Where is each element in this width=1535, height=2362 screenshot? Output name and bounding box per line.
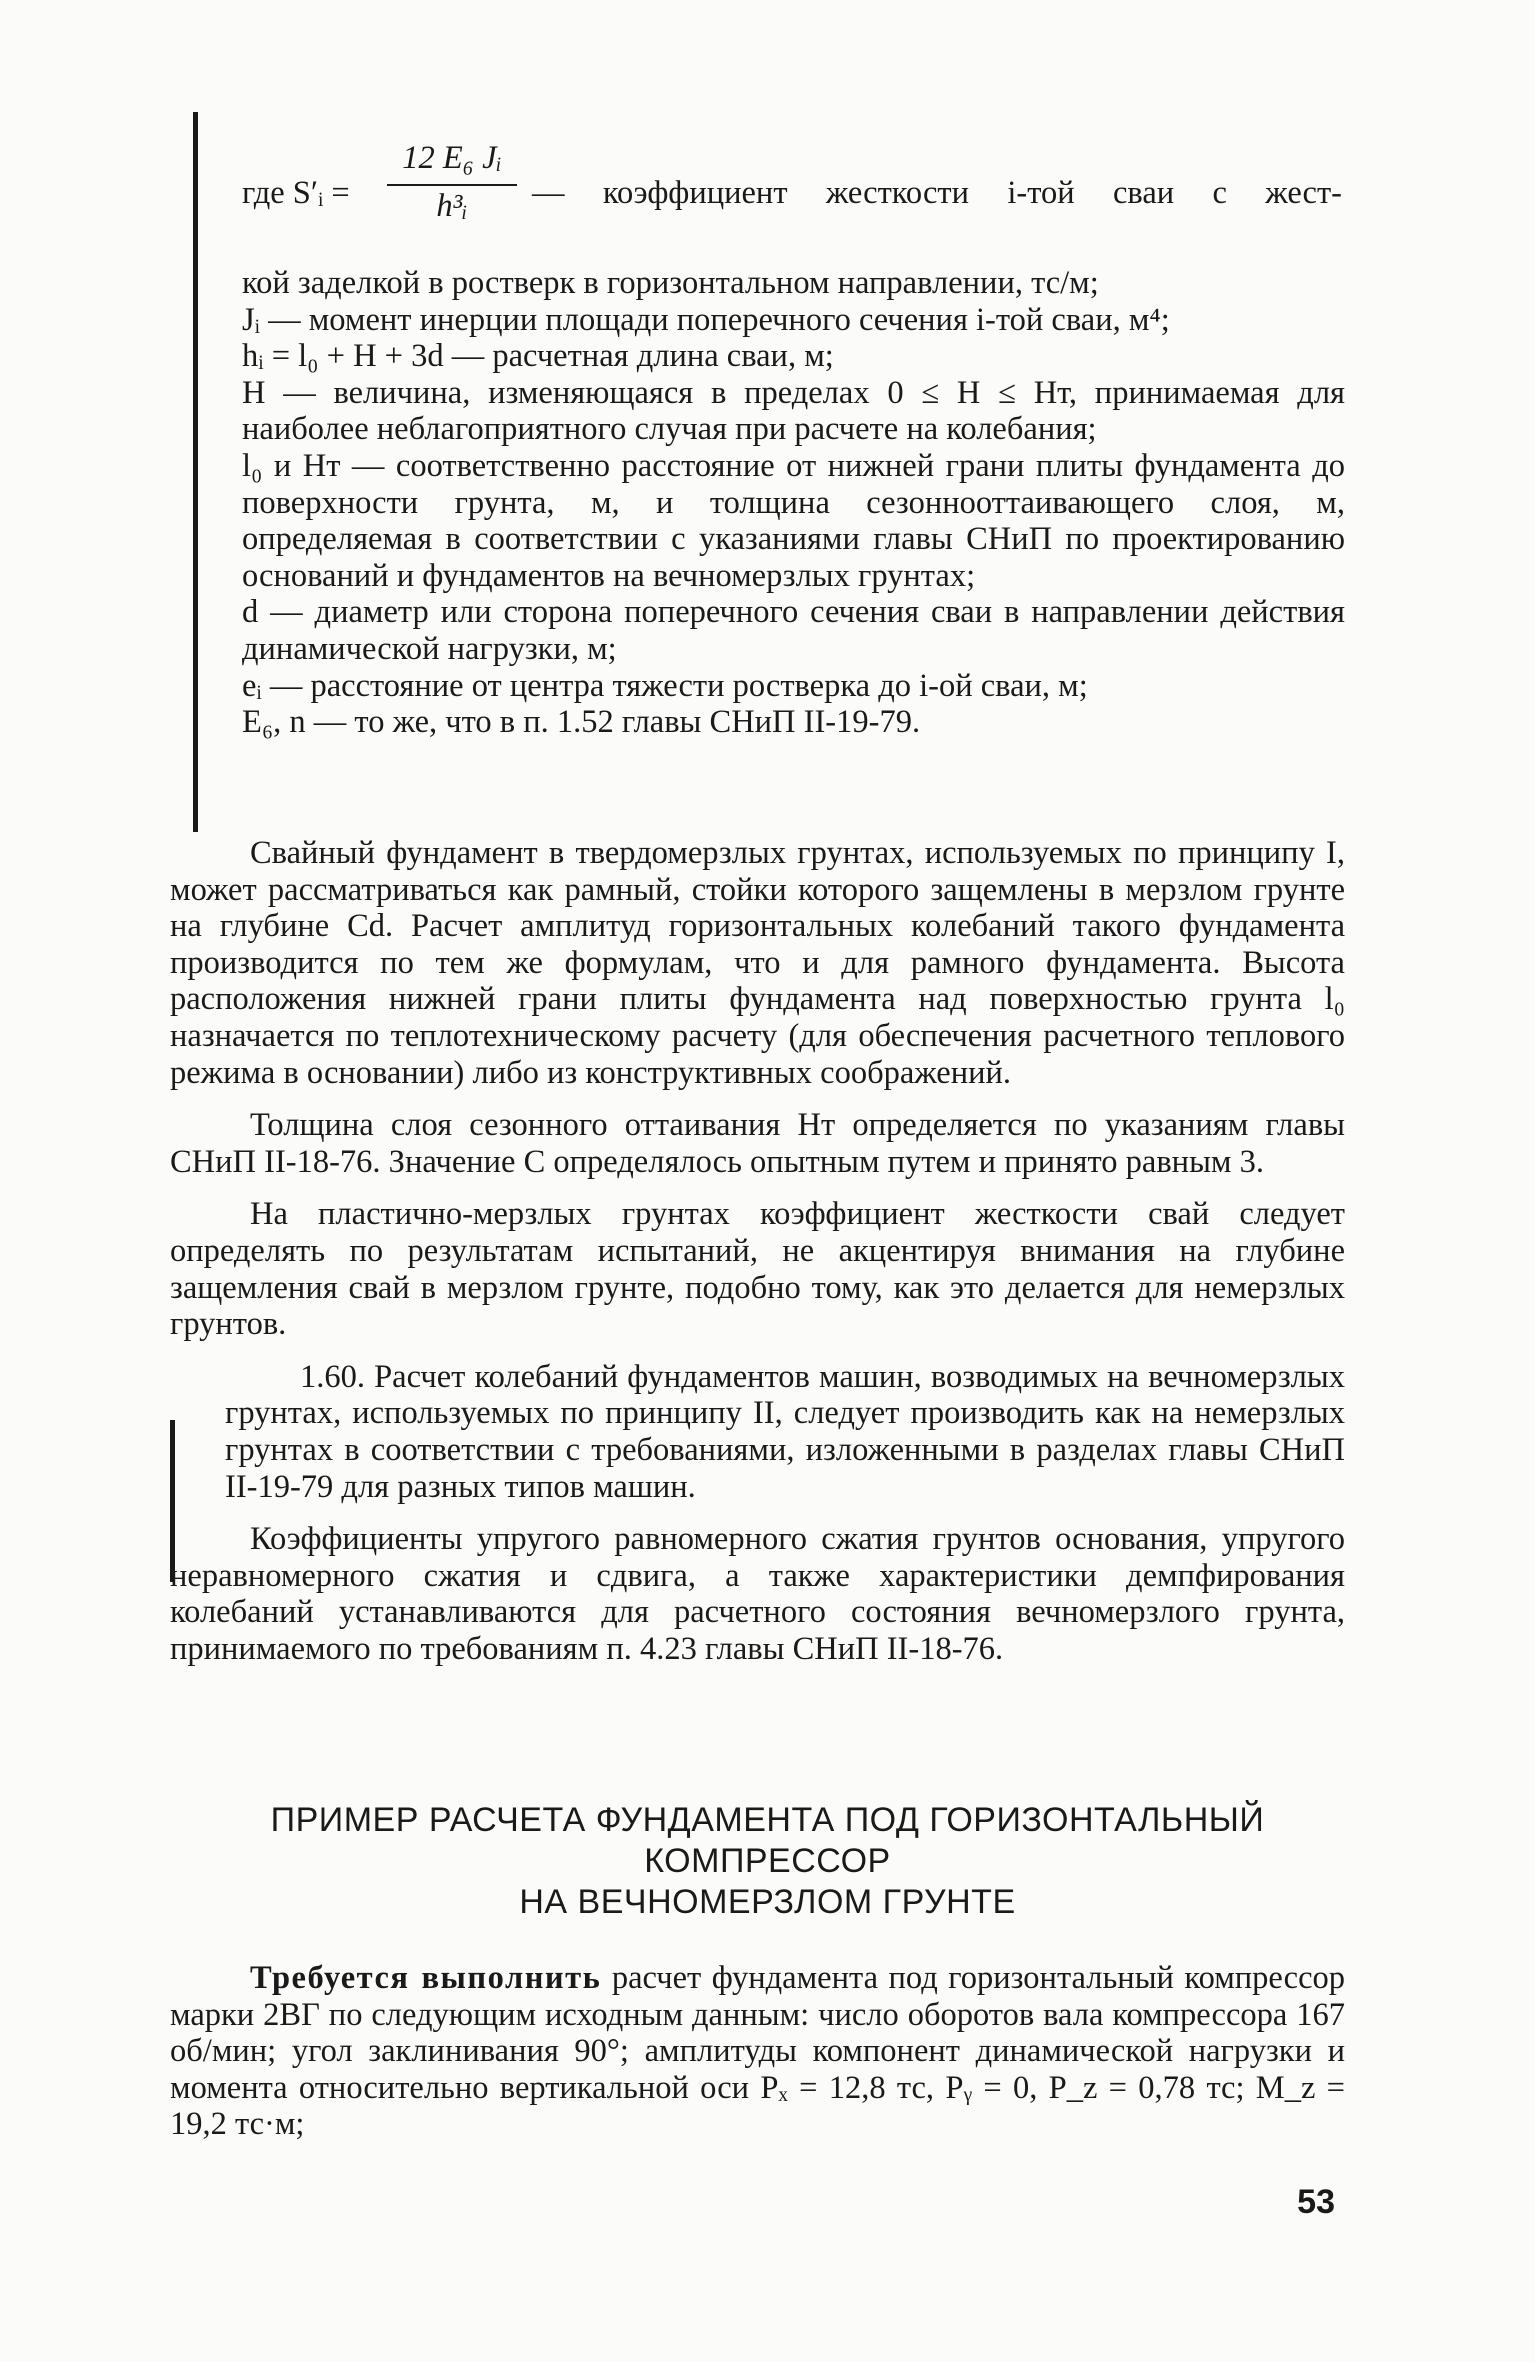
revision-bar-top [193, 112, 198, 832]
formula-denominator: h³ᵢ [436, 188, 468, 224]
paragraph: Коэффициенты упругого равномерного сжатия грунтов основания, упругого неравномерного сжатия и сдвига, а также характеристики демпфирования колебаний устанавливаются для расчетного состояния вечномерзлого грунта, принимаемого по требованиям п. 4.23 главы СНиП II-18-76. [170, 1521, 1345, 1667]
paragraph: На пластично-мерзлых грунтах коэффициент жесткости свай следует определять по результатам испытаний, не акцентируя внимания на глубине защемления свай в мерзлом грунте, подобно тому, как это делается для немерзлых грунтов. [170, 1196, 1345, 1343]
heading-line: ПРИМЕР РАСЧЕТА ФУНДАМЕНТА ПОД ГОРИЗОНТАЛЬНЫЙ [270, 1801, 1265, 1839]
example-text [170, 1960, 1345, 2143]
heading-line: НА ВЕЧНОМЕРЗЛОМ ГРУНТЕ [519, 1883, 1016, 1921]
body-text [170, 835, 1345, 1667]
formula-numerator: 12 E₆ Jᵢ [402, 140, 502, 176]
fraction-bar [387, 184, 517, 186]
definition-item: eᵢ — расстояние от центра тяжести ростверка до i-ой сваи, м; [242, 667, 1088, 704]
example-lead: Требуется выполнить [250, 1960, 602, 1996]
definition-item: E₆, n — то же, что в п. 1.52 главы СНиП II-19-79. [242, 704, 921, 741]
definitions-block [242, 265, 1345, 741]
definition-item: Jᵢ — момент инерции площади поперечного сечения i-той сваи, м⁴; [242, 301, 1170, 338]
definition-item: d — диаметр или сторона поперечного сечения сваи в направлении действия динамической нагрузки, м; [242, 594, 1345, 667]
section-1-60-paragraph: 1.60. Расчет колебаний фундаментов машин, возводимых на вечномерзлых грунтах, используемых по принципу II, следует производить как на немерзлых грунтах в соответствии с требованиями, изложенными в разделах главы СНиП II-19-79 для разных типов машин. [225, 1358, 1345, 1505]
formula-description: — коэффициент жесткости i-той сваи с жест- [532, 175, 1342, 211]
section-heading [150, 1800, 1385, 1923]
page-number: 53 [1297, 2183, 1335, 2221]
definition-item: H — величина, изменяющаяся в пределах 0 ≤ H ≤ Hт, принимаемая для наиболее неблагоприятного случая при расчете на колебания; [242, 374, 1345, 448]
example-body: расчет фундамента под горизонтальный компрессор марки 2ВГ по следующим исходным данным: число оборотов вала компрессора 167 об/мин; угол заклинивания 90°; амплитуды компонент динамической нагрузки и момента относительно вертикальной оси Pₓ = 12,8 тс, Pᵧ = 0, P_z = 0,78 тс; M_z = 19,2 тс·м; [170, 1960, 1345, 2143]
stiffness-formula [242, 140, 1342, 260]
example-paragraph [170, 1960, 1345, 2143]
formula-label: где S′ᵢ = [242, 175, 350, 211]
definition-item: кой заделкой в ростверк в горизонтальном направлении, тс/м; [242, 265, 1099, 301]
definition-item: l₀ и Hт — соответственно расстояние от нижней грани плиты фундамента до поверхности грунта, м, и толщина сезоннооттаивающего слоя, м, определяемая в соответствии с указаниями главы СНиП по проектированию оснований и фундаментов на вечномерзлых грунтах; [242, 447, 1345, 594]
definition-item: hᵢ = l₀ + H + 3d — расчетная длина сваи, м; [242, 338, 834, 375]
heading-line: КОМПРЕССОР [644, 1842, 891, 1880]
paragraph: Свайный фундамент в твердомерзлых грунтах, используемых по принципу I, может рассматриваться как рамный, стойки которого защемлены в мерзлом грунте на глубине Cd. Расчет амплитуд горизонтальных колебаний такого фундамента производится по тем же формулам, что и для рамного фундамента. Высота расположения нижней грани плиты фундамента над поверхностью грунта l₀ назначается по теплотехническому расчету (для обеспечения расчетного теплового режима в основании) либо из конструктивных соображений. [170, 835, 1345, 1091]
paragraph: Толщина слоя сезонного оттаивания Hт определяется по указаниям главы СНиП II-18-76. Значение C определялось опытным путем и принято равным 3. [170, 1107, 1345, 1180]
